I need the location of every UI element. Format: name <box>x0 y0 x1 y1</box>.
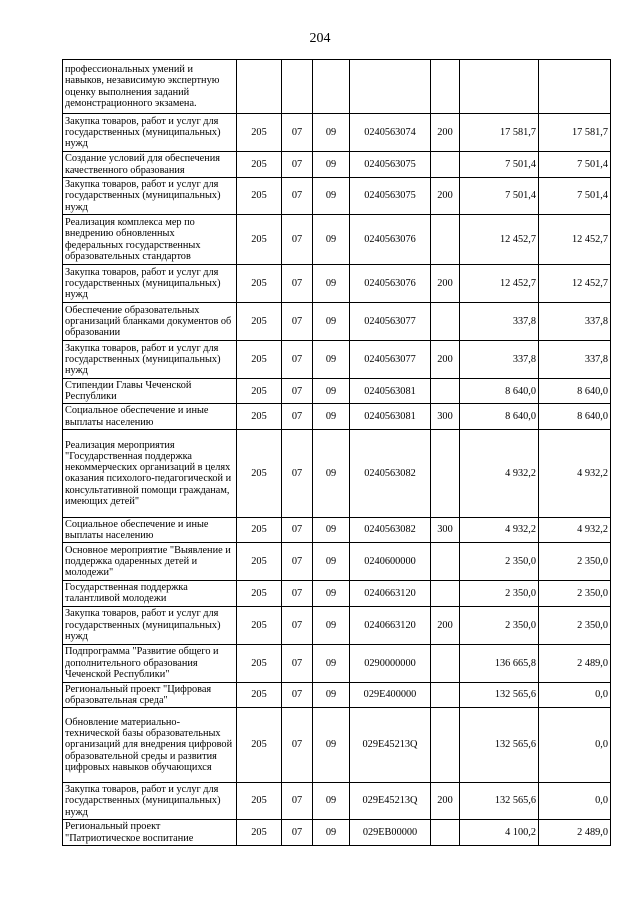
subsection-code: 09 <box>313 379 350 404</box>
amount-second: 0,0 <box>539 783 611 820</box>
table-row <box>63 215 611 265</box>
target-article-code: 029EB00000 <box>350 820 431 846</box>
ministry-code: 205 <box>237 581 282 606</box>
expense-type-code <box>431 303 460 341</box>
target-article-code: 0240563076 <box>350 265 431 303</box>
row-name: Основное мероприятие "Выявление и поддержка одаренных детей и молодежи" <box>63 543 237 581</box>
target-article-code: 0240663120 <box>350 581 431 606</box>
row-name: Государственная поддержка талантливой молодежи <box>63 581 237 606</box>
section-code: 07 <box>282 708 313 783</box>
amount-total: 337,8 <box>460 303 539 341</box>
section-code: 07 <box>282 429 313 517</box>
row-name: Обновление материально-технической базы образовательных организаций для внедрения цифровой образовательной среды и развития цифровых навыков обучающихся <box>63 708 237 783</box>
row-name: профессиональных умений и навыков, независимую экспертную оценку выполнения заданий демонстрационного экзамена. <box>63 60 237 114</box>
expense-type-code: 300 <box>431 404 460 429</box>
subsection-code: 09 <box>313 606 350 644</box>
target-article-code: 0240600000 <box>350 543 431 581</box>
subsection-code: 09 <box>313 152 350 178</box>
amount-total: 337,8 <box>460 341 539 379</box>
amount-total: 17 581,7 <box>460 114 539 152</box>
amount-second: 2 489,0 <box>539 644 611 682</box>
subsection-code <box>313 60 350 114</box>
subsection-code: 09 <box>313 341 350 379</box>
amount-second: 2 350,0 <box>539 543 611 581</box>
amount-total: 132 565,6 <box>460 682 539 707</box>
expense-type-code: 200 <box>431 341 460 379</box>
row-name: Реализация комплекса мер по внедрению обновленных федеральных государственных образовательных стандартов <box>63 215 237 265</box>
expense-type-code <box>431 60 460 114</box>
amount-total: 2 350,0 <box>460 543 539 581</box>
expense-type-code <box>431 152 460 178</box>
row-name: Стипендии Главы Чеченской Республики <box>63 379 237 404</box>
ministry-code: 205 <box>237 178 282 215</box>
target-article-code: 0240563077 <box>350 303 431 341</box>
expense-type-code: 200 <box>431 783 460 820</box>
subsection-code: 09 <box>313 429 350 517</box>
row-name: Реализация мероприятия "Государственная поддержка некоммерческих организаций в целях оказания психолого-педагогической и консультативной помощи гражданам, имеющих детей" <box>63 429 237 517</box>
expense-type-code: 200 <box>431 606 460 644</box>
table-body <box>63 60 611 846</box>
row-name: Закупка товаров, работ и услуг для государственных (муниципальных) нужд <box>63 606 237 644</box>
section-code: 07 <box>282 543 313 581</box>
row-name: Региональный проект "Цифровая образовательная среда" <box>63 682 237 707</box>
amount-second <box>539 60 611 114</box>
table-row <box>63 783 611 820</box>
subsection-code: 09 <box>313 820 350 846</box>
amount-second: 17 581,7 <box>539 114 611 152</box>
section-code: 07 <box>282 682 313 707</box>
table-row <box>63 152 611 178</box>
ministry-code: 205 <box>237 215 282 265</box>
ministry-code: 205 <box>237 543 282 581</box>
subsection-code: 09 <box>313 404 350 429</box>
ministry-code <box>237 60 282 114</box>
subsection-code: 09 <box>313 265 350 303</box>
expense-type-code <box>431 581 460 606</box>
target-article-code: 0290000000 <box>350 644 431 682</box>
table-row <box>63 265 611 303</box>
table-row <box>63 341 611 379</box>
table-row <box>63 644 611 682</box>
amount-second: 0,0 <box>539 682 611 707</box>
subsection-code: 09 <box>313 708 350 783</box>
target-article-code: 0240563076 <box>350 215 431 265</box>
amount-second: 7 501,4 <box>539 152 611 178</box>
amount-second: 8 640,0 <box>539 404 611 429</box>
subsection-code: 09 <box>313 581 350 606</box>
ministry-code: 205 <box>237 517 282 542</box>
subsection-code: 09 <box>313 682 350 707</box>
expense-type-code <box>431 820 460 846</box>
section-code: 07 <box>282 644 313 682</box>
ministry-code: 205 <box>237 265 282 303</box>
target-article-code: 0240563075 <box>350 178 431 215</box>
section-code: 07 <box>282 265 313 303</box>
table-row <box>63 303 611 341</box>
amount-total: 132 565,6 <box>460 783 539 820</box>
row-name: Закупка товаров, работ и услуг для государственных (муниципальных) нужд <box>63 341 237 379</box>
ministry-code: 205 <box>237 644 282 682</box>
section-code <box>282 60 313 114</box>
ministry-code: 205 <box>237 114 282 152</box>
target-article-code: 0240563081 <box>350 404 431 429</box>
amount-total: 12 452,7 <box>460 215 539 265</box>
table-row <box>63 379 611 404</box>
amount-total: 2 350,0 <box>460 606 539 644</box>
row-name: Обеспечение образовательных организаций бланками документов об образовании <box>63 303 237 341</box>
subsection-code: 09 <box>313 114 350 152</box>
expense-type-code <box>431 379 460 404</box>
expense-type-code <box>431 543 460 581</box>
row-name: Закупка товаров, работ и услуг для государственных (муниципальных) нужд <box>63 114 237 152</box>
amount-total: 4 932,2 <box>460 429 539 517</box>
subsection-code: 09 <box>313 543 350 581</box>
table-row <box>63 581 611 606</box>
target-article-code: 0240563081 <box>350 379 431 404</box>
target-article-code: 029E400000 <box>350 682 431 707</box>
section-code: 07 <box>282 303 313 341</box>
amount-second: 2 489,0 <box>539 820 611 846</box>
section-code: 07 <box>282 820 313 846</box>
amount-total: 8 640,0 <box>460 404 539 429</box>
target-article-code: 029E45213Q <box>350 708 431 783</box>
section-code: 07 <box>282 379 313 404</box>
target-article-code: 0240663120 <box>350 606 431 644</box>
amount-total: 12 452,7 <box>460 265 539 303</box>
table-row <box>63 178 611 215</box>
section-code: 07 <box>282 114 313 152</box>
amount-second: 4 932,2 <box>539 429 611 517</box>
row-name: Закупка товаров, работ и услуг для государственных (муниципальных) нужд <box>63 178 237 215</box>
row-name: Закупка товаров, работ и услуг для государственных (муниципальных) нужд <box>63 265 237 303</box>
subsection-code: 09 <box>313 517 350 542</box>
ministry-code: 205 <box>237 303 282 341</box>
page-number: 204 <box>309 31 331 46</box>
table-row <box>63 606 611 644</box>
ministry-code: 205 <box>237 820 282 846</box>
target-article-code: 0240563082 <box>350 429 431 517</box>
ministry-code: 205 <box>237 341 282 379</box>
section-code: 07 <box>282 152 313 178</box>
ministry-code: 205 <box>237 429 282 517</box>
amount-second: 2 350,0 <box>539 606 611 644</box>
expense-type-code: 200 <box>431 114 460 152</box>
amount-total: 2 350,0 <box>460 581 539 606</box>
ministry-code: 205 <box>237 404 282 429</box>
section-code: 07 <box>282 178 313 215</box>
table-row <box>63 60 611 114</box>
ministry-code: 205 <box>237 783 282 820</box>
subsection-code: 09 <box>313 215 350 265</box>
section-code: 07 <box>282 215 313 265</box>
target-article-code: 0240563082 <box>350 517 431 542</box>
subsection-code: 09 <box>313 783 350 820</box>
amount-second: 2 350,0 <box>539 581 611 606</box>
row-name: Подпрограмма "Развитие общего и дополнительного образования Чеченской Республики" <box>63 644 237 682</box>
amount-second: 12 452,7 <box>539 215 611 265</box>
amount-total: 7 501,4 <box>460 178 539 215</box>
table-row <box>63 517 611 542</box>
target-article-code: 029E45213Q <box>350 783 431 820</box>
table-row <box>63 682 611 707</box>
amount-second: 12 452,7 <box>539 265 611 303</box>
target-article-code <box>350 60 431 114</box>
amount-total: 8 640,0 <box>460 379 539 404</box>
budget-table <box>62 59 611 846</box>
expense-type-code: 200 <box>431 178 460 215</box>
section-code: 07 <box>282 606 313 644</box>
amount-second: 4 932,2 <box>539 517 611 542</box>
expense-type-code <box>431 682 460 707</box>
amount-total: 4 100,2 <box>460 820 539 846</box>
ministry-code: 205 <box>237 379 282 404</box>
row-name: Закупка товаров, работ и услуг для государственных (муниципальных) нужд <box>63 783 237 820</box>
amount-second: 337,8 <box>539 303 611 341</box>
amount-total: 4 932,2 <box>460 517 539 542</box>
row-name: Региональный проект "Патриотическое воспитание <box>63 820 237 846</box>
amount-total: 136 665,8 <box>460 644 539 682</box>
section-code: 07 <box>282 404 313 429</box>
ministry-code: 205 <box>237 708 282 783</box>
expense-type-code <box>431 429 460 517</box>
table-row <box>63 114 611 152</box>
amount-second: 8 640,0 <box>539 379 611 404</box>
section-code: 07 <box>282 341 313 379</box>
row-name: Социальное обеспечение и иные выплаты населению <box>63 404 237 429</box>
amount-second: 7 501,4 <box>539 178 611 215</box>
section-code: 07 <box>282 581 313 606</box>
subsection-code: 09 <box>313 303 350 341</box>
amount-total: 7 501,4 <box>460 152 539 178</box>
expense-type-code: 200 <box>431 265 460 303</box>
expense-type-code <box>431 644 460 682</box>
ministry-code: 205 <box>237 606 282 644</box>
ministry-code: 205 <box>237 682 282 707</box>
subsection-code: 09 <box>313 644 350 682</box>
row-name: Социальное обеспечение и иные выплаты населению <box>63 517 237 542</box>
amount-second: 0,0 <box>539 708 611 783</box>
table-row <box>63 543 611 581</box>
target-article-code: 0240563077 <box>350 341 431 379</box>
table-row <box>63 429 611 517</box>
row-name: Создание условий для обеспечения качественного образования <box>63 152 237 178</box>
table-row <box>63 820 611 846</box>
section-code: 07 <box>282 783 313 820</box>
section-code: 07 <box>282 517 313 542</box>
amount-total: 132 565,6 <box>460 708 539 783</box>
ministry-code: 205 <box>237 152 282 178</box>
amount-second: 337,8 <box>539 341 611 379</box>
target-article-code: 0240563075 <box>350 152 431 178</box>
target-article-code: 0240563074 <box>350 114 431 152</box>
expense-type-code <box>431 708 460 783</box>
expense-type-code: 300 <box>431 517 460 542</box>
table-row <box>63 708 611 783</box>
table-row <box>63 404 611 429</box>
expense-type-code <box>431 215 460 265</box>
amount-total <box>460 60 539 114</box>
subsection-code: 09 <box>313 178 350 215</box>
